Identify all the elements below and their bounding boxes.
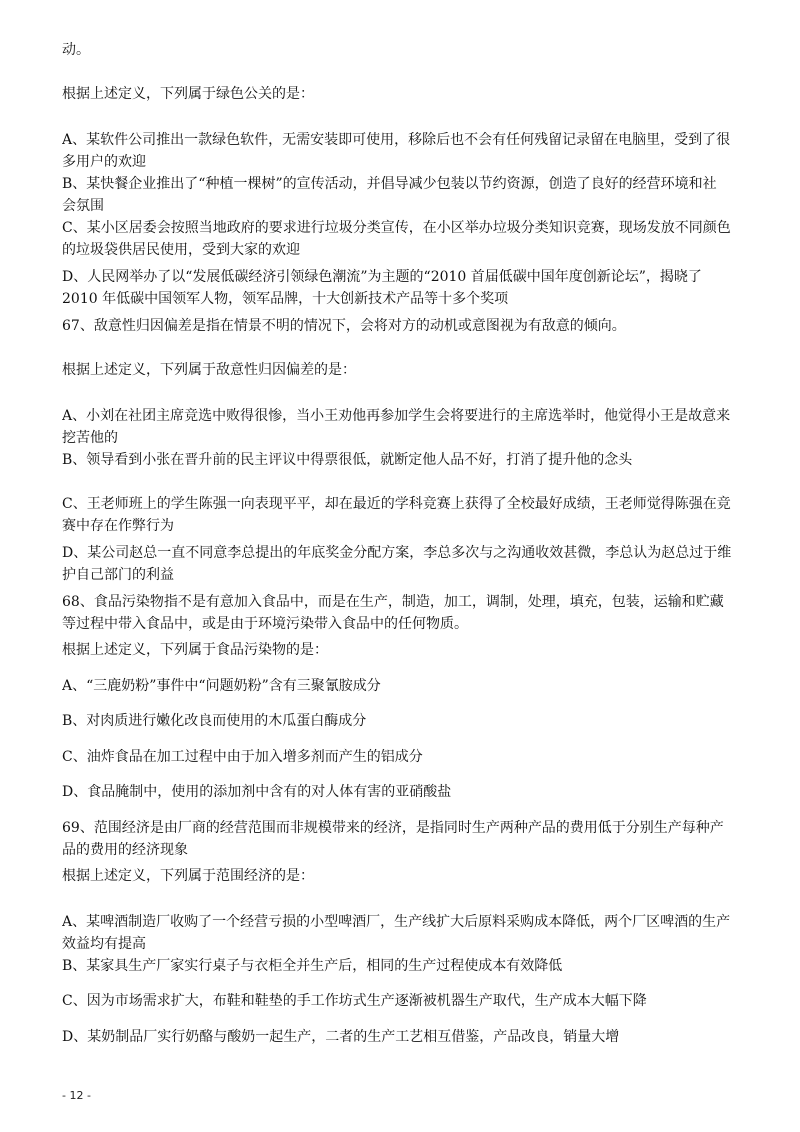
text-line: 护自己部门的利益 <box>62 567 174 583</box>
text-line: A、某软件公司推出一款绿色软件，无需安装即可使用，移除后也不会有任何残留记录留在电脑里，受到了很 <box>62 132 731 148</box>
text-line: B、某家具生产厂家实行桌子与衣柜全并生产后，相同的生产过程使成本有效降低 <box>62 958 563 974</box>
text-line: 根据上述定义，下列属于食品污染物的是： <box>62 642 328 658</box>
text-line: D、某奶制品厂实行奶酪与酸奶一起生产，二者的生产工艺相互借鉴，产品改良，销量大增 <box>62 1029 620 1045</box>
text-line: 赛中存在作弊行为 <box>62 518 174 534</box>
text-line: A、某啤酒制造厂收购了一个经营亏损的小型啤酒厂，生产线扩大后原料采购成本降低，两个厂区啤酒的生产 <box>62 914 731 930</box>
text-line: 2010 年低碳中国领军人物，领军品牌，十大创新技术产品等十多个奖项 <box>62 291 509 307</box>
text-line: C、某小区居委会按照当地政府的要求进行垃圾分类宣传，在小区举办垃圾分类知识竞赛，现场发放不同颜色 <box>62 220 731 236</box>
text-line: 68、食品污染物指不是有意加入食品中，而是在生产，制造，加工，调制，处理，填充，包装，运输和贮藏 <box>62 594 724 610</box>
text-line: 会氛围 <box>62 198 104 214</box>
text-line: B、某快餐企业推出了“种植一棵树”的宣传活动，并倡导减少包装以节约资源，创造了良好的经营环境和社 <box>62 176 717 192</box>
text-line: 挖苦他的 <box>62 430 118 446</box>
text-line: 效益均有提高 <box>62 936 146 952</box>
text-line: 品的费用的经济现象 <box>62 842 188 858</box>
text-line: 67、敌意性归因偏差是指在情景不明的情况下，会将对方的动机或意图视为有敌意的倾向。 <box>62 318 626 334</box>
text-line: D、某公司赵总一直不同意李总提出的年底奖金分配方案，李总多次与之沟通收效甚微，李总认为赵总过于维 <box>62 545 732 561</box>
text-line: D、人民网举办了以“发展低碳经济引领绿色潮流”为主题的“2010 首届低碳中国年度创新论坛”，揭晓了 <box>62 269 702 285</box>
text-line: 根据上述定义，下列属于范围经济的是： <box>62 868 314 884</box>
text-line: 根据上述定义，下列属于敌意性归因偏差的是： <box>62 362 356 378</box>
text-line: B、对肉质进行嫩化改良而使用的木瓜蛋白酶成分 <box>62 713 367 729</box>
text-line: B、领导看到小张在晋升前的民主评议中得票很低，就断定他人品不好，打消了提升他的念头 <box>62 452 633 468</box>
text-line: 根据上述定义，下列属于绿色公关的是： <box>62 86 314 102</box>
text-line: C、王老师班上的学生陈强一向表现平平，却在最近的学科竞赛上获得了全校最好成绩，王老师觉得陈强在竞 <box>62 496 731 512</box>
text-line: 动。 <box>62 42 90 58</box>
text-line: C、油炸食品在加工过程中由于加入增多剂而产生的铝成分 <box>62 749 423 765</box>
page-number: - 12 - <box>62 1089 91 1102</box>
text-line: 的垃圾袋供居民使用，受到大家的欢迎 <box>62 242 300 258</box>
text-line: 等过程中带入食品中，或是由于环境污染带入食品中的任何物质。 <box>62 616 468 632</box>
text-line: D、食品腌制中，使用的添加剂中含有的对人体有害的亚硝酸盐 <box>62 784 452 800</box>
text-line: 69、范围经济是由厂商的经营范围而非规模带来的经济，是指同时生产两种产品的费用低于分别生产每种产 <box>62 820 724 836</box>
text-line: 多用户的欢迎 <box>62 154 146 170</box>
text-line: C、因为市场需求扩大，布鞋和鞋垫的手工作坊式生产逐渐被机器生产取代，生产成本大幅下降 <box>62 993 647 1009</box>
text-line: A、“三鹿奶粉”事件中“问题奶粉”含有三聚氰胺成分 <box>62 678 381 694</box>
text-line: A、小刘在社团主席竞选中败得很惨，当小王劝他再参加学生会将要进行的主席选举时，他觉得小王是故意来 <box>62 408 731 424</box>
